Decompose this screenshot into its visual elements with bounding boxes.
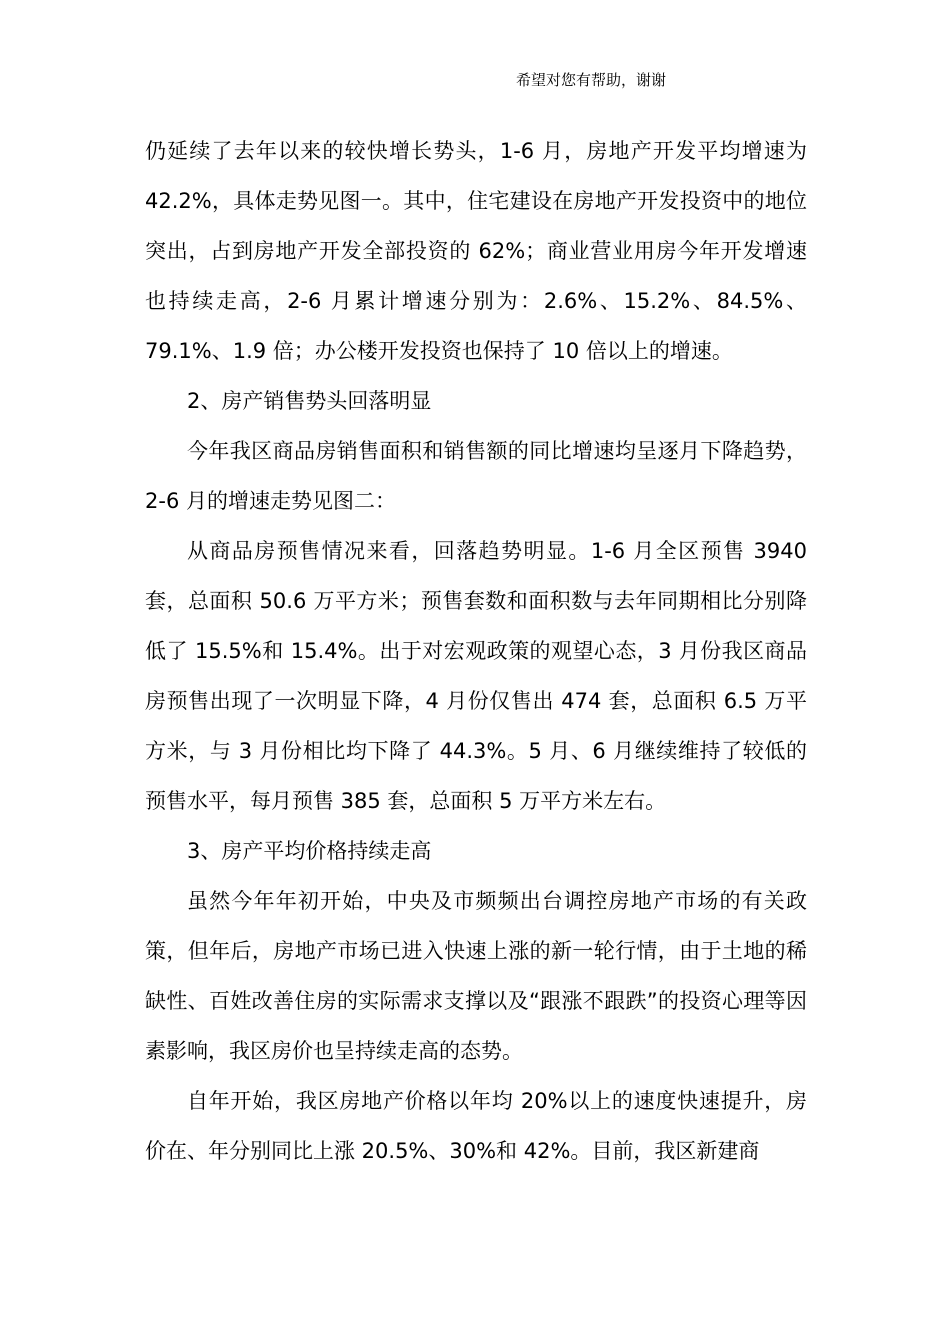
paragraph-price-policy: 虽然今年年初开始，中央及市频频出台调控房地产市场的有关政策，但年后，房地产市场已进入快速上涨的新一轮行情，由于土地的稀缺性、百姓改善住房的实际需求支撑以及“跟涨不跟跌”的投资心理等因素影响，我区房价也呈持续走高的态势。 — [145, 889, 807, 1063]
paragraph-price-growth: 自年开始，我区房地产价格以年均 20%以上的速度快速提升，房价在、年分别同比上涨 20.5%、30%和 42%。目前，我区新建商 — [145, 1089, 807, 1163]
section-heading-price: 3、房产平均价格持续走高 — [187, 839, 432, 863]
document-body — [145, 126, 807, 1176]
page-header: 希望对您有帮助，谢谢 — [516, 71, 667, 89]
paragraph-presale: 从商品房预售情况来看，回落趋势明显。1-6 月全区预售 3940 套，总面积 50.6 万平方米；预售套数和面积数与去年同期相比分别降低了 15.5%和 15.4%。出于对宏观政策的观望心态，3 月份我区商品房预售出现了一次明显下降，4 月份仅售出 474 套，总面积 6.5 万平方米，与 3 月份相比均下降了 44.3%。5 月、6 月继续维持了较低的预售水平，每月预售 385 套，总面积 5 万平方米左右。 — [145, 539, 807, 813]
paragraph-sales-trend: 今年我区商品房销售面积和销售额的同比增速均呈逐月下降趋势，2-6 月的增速走势见图二： — [145, 439, 807, 513]
paragraph-investment-growth: 仍延续了去年以来的较快增长势头，1-6 月，房地产开发平均增速为 42.2%，具体走势见图一。其中，住宅建设在房地产开发投资中的地位突出，占到房地产开发全部投资的 62%；商业营业用房今年开发增速也持续走高，2-6 月累计增速分别为：2.6%、15.2%、84.5%、79.1%、1.9 倍；办公楼开发投资也保持了 10 倍以上的增速。 — [145, 139, 807, 363]
section-heading-sales: 2、房产销售势头回落明显 — [187, 389, 432, 413]
